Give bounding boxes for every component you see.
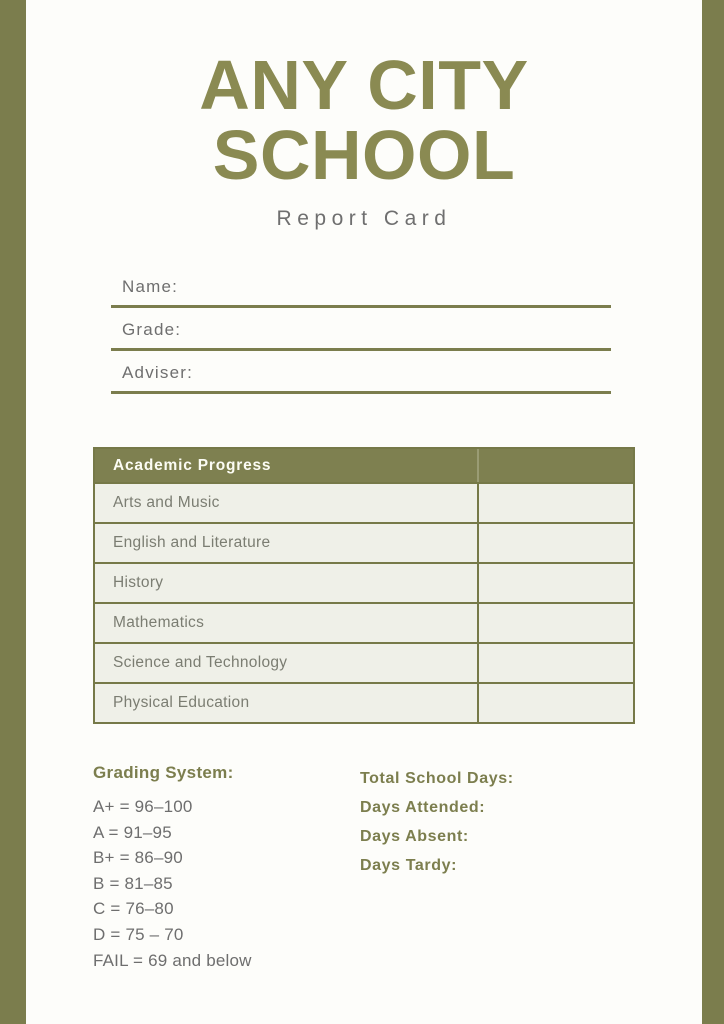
report-card-subtitle: Report Card — [276, 207, 452, 230]
adviser-field-input-line[interactable] — [111, 391, 611, 394]
subject-cell: Arts and Music — [113, 494, 220, 511]
name-field-input-line[interactable] — [111, 305, 611, 308]
name-field — [111, 276, 611, 308]
grade-field-input-line[interactable] — [111, 348, 611, 351]
grading-system-heading: Grading System: — [93, 763, 234, 782]
total-school-days-label: Total School Days: — [360, 770, 514, 787]
days-tardy-label: Days Tardy: — [360, 857, 458, 874]
table-header-score-cell — [477, 449, 633, 482]
table-header-row — [95, 449, 633, 482]
grading-scale-item: FAIL = 69 and below — [93, 950, 252, 970]
grade-cell[interactable] — [477, 604, 633, 642]
subject-cell: English and Literature — [113, 534, 271, 551]
grading-scale-item: D = 75 – 70 — [93, 924, 184, 944]
grading-scale-item: A = 91–95 — [93, 822, 172, 842]
table-row — [95, 602, 633, 642]
subject-cell: Mathematics — [113, 614, 205, 631]
grade-cell[interactable] — [477, 684, 633, 722]
subject-cell: History — [113, 574, 164, 591]
adviser-field — [111, 362, 611, 394]
subject-cell: Physical Education — [113, 694, 250, 711]
school-name-line2: SCHOOL — [212, 116, 516, 194]
grade-cell[interactable] — [477, 644, 633, 682]
grading-scale-item: C = 76–80 — [93, 899, 174, 919]
right-border-bar — [702, 0, 724, 1024]
grade-cell[interactable] — [477, 484, 633, 522]
name-field-label: Name: — [122, 277, 179, 296]
school-name-title — [26, 46, 702, 194]
grading-scale-item: B = 81–85 — [93, 873, 173, 893]
academic-progress-table — [93, 447, 635, 724]
table-header-title: Academic Progress — [113, 457, 272, 474]
table-row — [95, 682, 633, 722]
grade-cell[interactable] — [477, 564, 633, 602]
table-row — [95, 562, 633, 602]
grade-field — [111, 319, 611, 351]
days-absent-label: Days Absent: — [360, 828, 469, 845]
left-border-bar — [0, 0, 26, 1024]
subject-cell: Science and Technology — [113, 654, 288, 671]
days-attended-label: Days Attended: — [360, 799, 486, 816]
school-name-line1: ANY CITY — [199, 46, 529, 124]
table-row — [95, 522, 633, 562]
table-row — [95, 482, 633, 522]
grading-scale-item: A+ = 96–100 — [93, 797, 193, 816]
grade-field-label: Grade: — [122, 320, 182, 339]
attendance-section — [360, 764, 514, 880]
table-row — [95, 642, 633, 682]
grade-cell[interactable] — [477, 524, 633, 562]
adviser-field-label: Adviser: — [122, 363, 194, 382]
grading-scale-item: B+ = 86–90 — [93, 848, 183, 868]
grading-scale-list — [93, 794, 252, 973]
